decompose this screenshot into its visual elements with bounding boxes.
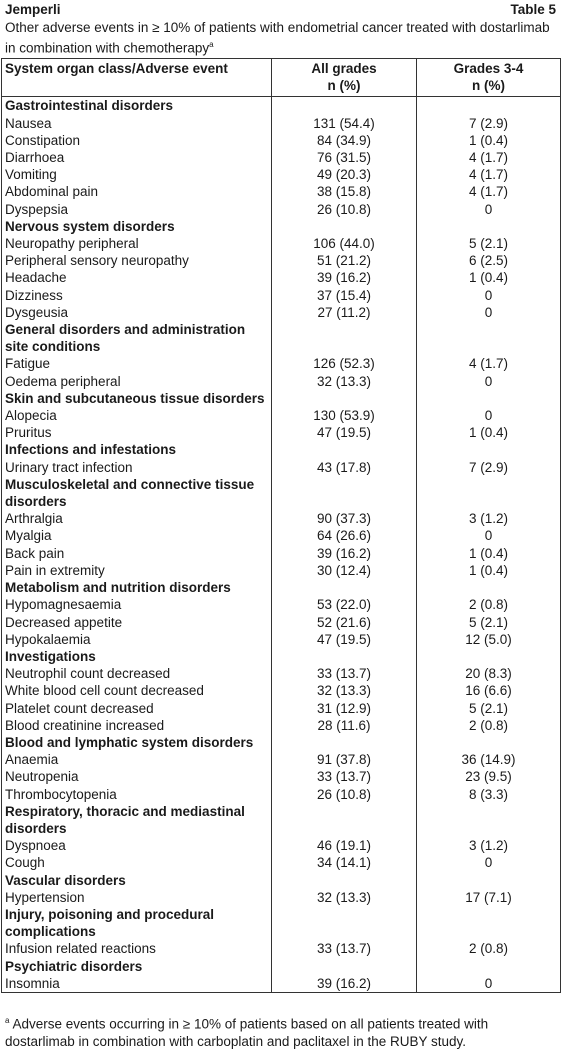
grades-3-4-cell <box>417 476 561 510</box>
grades-3-4-cell: 2 (0.8) <box>417 940 561 957</box>
table-row <box>2 786 561 803</box>
column-header-grades-3-4 <box>417 59 561 97</box>
column-header-grades-3-4-line1: Grades 3-4 <box>453 61 524 76</box>
table-row <box>2 751 561 768</box>
organ-class-label: Psychiatric disorders <box>2 958 272 975</box>
caption-text: Other adverse events in ≥ 10% of patients with endometrial cancer treated with dostarlimab in combination with chemotherapy <box>5 20 550 56</box>
organ-class-row <box>2 321 561 355</box>
organ-class-label: Skin and subcutaneous tissue disorders <box>2 390 272 407</box>
all-grades-cell: 91 (37.8) <box>272 751 417 768</box>
grades-3-4-cell <box>417 321 561 355</box>
adverse-event-label: Anaemia <box>2 751 272 768</box>
organ-class-row <box>2 803 561 837</box>
table-row <box>2 682 561 699</box>
all-grades-cell: 33 (13.7) <box>272 665 417 682</box>
adverse-event-label: Diarrhoea <box>2 149 272 166</box>
table-row <box>2 975 561 993</box>
footnote-mark: a <box>5 1016 10 1025</box>
organ-class-row <box>2 441 561 458</box>
grades-3-4-cell <box>417 648 561 665</box>
table-row <box>2 562 561 579</box>
grades-3-4-cell: 20 (8.3) <box>417 665 561 682</box>
adverse-events-table <box>1 58 561 993</box>
all-grades-cell: 28 (11.6) <box>272 717 417 734</box>
grades-3-4-cell <box>417 734 561 751</box>
adverse-event-label: Thrombocytopenia <box>2 786 272 803</box>
table-row <box>2 527 561 544</box>
all-grades-cell: 31 (12.9) <box>272 700 417 717</box>
adverse-event-label: Pain in extremity <box>2 562 272 579</box>
organ-class-row <box>2 906 561 940</box>
table-row <box>2 132 561 149</box>
adverse-event-label: Arthralgia <box>2 510 272 527</box>
all-grades-cell: 43 (17.8) <box>272 459 417 476</box>
table-row <box>2 700 561 717</box>
grades-3-4-cell: 1 (0.4) <box>417 132 561 149</box>
adverse-event-label: Oedema peripheral <box>2 373 272 390</box>
table-header-row <box>2 59 561 97</box>
adverse-event-label: Insomnia <box>2 975 272 993</box>
adverse-event-label: Dizziness <box>2 287 272 304</box>
adverse-event-label: Back pain <box>2 545 272 562</box>
all-grades-cell: 76 (31.5) <box>272 149 417 166</box>
table-row <box>2 115 561 132</box>
organ-class-label: Respiratory, thoracic and mediastinal disorders <box>2 803 272 837</box>
all-grades-cell: 84 (34.9) <box>272 132 417 149</box>
grades-3-4-cell: 0 <box>417 373 561 390</box>
all-grades-cell: 51 (21.2) <box>272 252 417 269</box>
grades-3-4-cell: 0 <box>417 287 561 304</box>
all-grades-cell <box>272 872 417 889</box>
adverse-event-label: Nausea <box>2 115 272 132</box>
grades-3-4-cell: 1 (0.4) <box>417 424 561 441</box>
adverse-event-label: Dyspepsia <box>2 201 272 218</box>
all-grades-cell: 27 (11.2) <box>272 304 417 321</box>
table-row <box>2 407 561 424</box>
table-row <box>2 459 561 476</box>
grades-3-4-cell: 4 (1.7) <box>417 355 561 372</box>
table-row <box>2 510 561 527</box>
organ-class-label: General disorders and administration site conditions <box>2 321 272 355</box>
organ-class-row <box>2 579 561 596</box>
table-row <box>2 665 561 682</box>
grades-3-4-cell: 4 (1.7) <box>417 166 561 183</box>
all-grades-cell: 34 (14.1) <box>272 854 417 871</box>
grades-3-4-cell: 1 (0.4) <box>417 562 561 579</box>
all-grades-cell: 52 (21.6) <box>272 614 417 631</box>
adverse-event-label: Hypokalaemia <box>2 631 272 648</box>
grades-3-4-cell: 0 <box>417 975 561 993</box>
all-grades-cell: 64 (26.6) <box>272 527 417 544</box>
all-grades-cell: 126 (52.3) <box>272 355 417 372</box>
table-row <box>2 837 561 854</box>
all-grades-cell: 106 (44.0) <box>272 235 417 252</box>
all-grades-cell <box>272 579 417 596</box>
all-grades-cell: 49 (20.3) <box>272 166 417 183</box>
organ-class-row <box>2 476 561 510</box>
table-row <box>2 596 561 613</box>
grades-3-4-cell <box>417 958 561 975</box>
organ-class-row <box>2 648 561 665</box>
all-grades-cell: 32 (13.3) <box>272 373 417 390</box>
grades-3-4-cell: 17 (7.1) <box>417 889 561 906</box>
adverse-event-label: Blood creatinine increased <box>2 717 272 734</box>
grades-3-4-cell: 36 (14.9) <box>417 751 561 768</box>
adverse-event-label: Peripheral sensory neuropathy <box>2 252 272 269</box>
all-grades-cell: 46 (19.1) <box>272 837 417 854</box>
table-caption <box>5 19 553 57</box>
table-row <box>2 304 561 321</box>
organ-class-label: Injury, poisoning and procedural complications <box>2 906 272 940</box>
adverse-event-label: Hypomagnesaemia <box>2 596 272 613</box>
all-grades-cell <box>272 441 417 458</box>
table-row <box>2 768 561 785</box>
column-header-all-grades <box>272 59 417 97</box>
table-row <box>2 166 561 183</box>
table-row <box>2 614 561 631</box>
all-grades-cell: 47 (19.5) <box>272 631 417 648</box>
column-header-all-grades-line2: n (%) <box>327 78 361 94</box>
all-grades-cell <box>272 390 417 407</box>
header-row <box>5 2 556 18</box>
table-row <box>2 235 561 252</box>
all-grades-cell: 90 (37.3) <box>272 510 417 527</box>
all-grades-cell: 32 (13.3) <box>272 682 417 699</box>
adverse-event-label: Headache <box>2 269 272 286</box>
organ-class-label: Vascular disorders <box>2 872 272 889</box>
table-row <box>2 889 561 906</box>
table-row <box>2 631 561 648</box>
adverse-event-label: Urinary tract infection <box>2 459 272 476</box>
grades-3-4-cell: 5 (2.1) <box>417 614 561 631</box>
organ-class-label: Metabolism and nutrition disorders <box>2 579 272 596</box>
adverse-event-label: Dysgeusia <box>2 304 272 321</box>
table-row <box>2 545 561 562</box>
footnote-text: Adverse events occurring in ≥ 10% of patients based on all patients treated with dostarlimab in combination with carboplatin and paclitaxel in the RUBY study. <box>5 1016 489 1049</box>
table-number: Table 5 <box>510 2 556 17</box>
drug-name: Jemperli <box>5 2 61 17</box>
grades-3-4-cell: 4 (1.7) <box>417 149 561 166</box>
all-grades-cell: 38 (15.8) <box>272 183 417 200</box>
grades-3-4-cell: 2 (0.8) <box>417 596 561 613</box>
all-grades-cell <box>272 734 417 751</box>
organ-class-label: Gastrointestinal disorders <box>2 97 272 115</box>
all-grades-cell <box>272 648 417 665</box>
adverse-event-label: Platelet count decreased <box>2 700 272 717</box>
all-grades-cell: 39 (16.2) <box>272 269 417 286</box>
table-row <box>2 201 561 218</box>
all-grades-cell <box>272 321 417 355</box>
all-grades-cell: 131 (54.4) <box>272 115 417 132</box>
grades-3-4-cell <box>417 872 561 889</box>
grades-3-4-cell: 16 (6.6) <box>417 682 561 699</box>
adverse-event-label: Alopecia <box>2 407 272 424</box>
adverse-event-label: Infusion related reactions <box>2 940 272 957</box>
table-row <box>2 269 561 286</box>
all-grades-cell: 39 (16.2) <box>272 545 417 562</box>
organ-class-label: Investigations <box>2 648 272 665</box>
all-grades-cell <box>272 958 417 975</box>
grades-3-4-cell: 0 <box>417 304 561 321</box>
organ-class-label: Blood and lymphatic system disorders <box>2 734 272 751</box>
grades-3-4-cell <box>417 441 561 458</box>
table-row <box>2 355 561 372</box>
grades-3-4-cell: 3 (1.2) <box>417 837 561 854</box>
grades-3-4-cell: 6 (2.5) <box>417 252 561 269</box>
grades-3-4-cell: 8 (3.3) <box>417 786 561 803</box>
table-row <box>2 424 561 441</box>
grades-3-4-cell: 1 (0.4) <box>417 545 561 562</box>
all-grades-cell: 26 (10.8) <box>272 201 417 218</box>
grades-3-4-cell: 12 (5.0) <box>417 631 561 648</box>
grades-3-4-cell: 23 (9.5) <box>417 768 561 785</box>
adverse-event-label: Decreased appetite <box>2 614 272 631</box>
adverse-event-label: Hypertension <box>2 889 272 906</box>
grades-3-4-cell: 4 (1.7) <box>417 183 561 200</box>
adverse-event-label: Pruritus <box>2 424 272 441</box>
grades-3-4-cell <box>417 803 561 837</box>
all-grades-cell: 130 (53.9) <box>272 407 417 424</box>
all-grades-cell: 47 (19.5) <box>272 424 417 441</box>
all-grades-cell: 30 (12.4) <box>272 562 417 579</box>
all-grades-cell: 33 (13.7) <box>272 768 417 785</box>
organ-class-row <box>2 958 561 975</box>
all-grades-cell <box>272 476 417 510</box>
grades-3-4-cell: 0 <box>417 407 561 424</box>
adverse-event-label: Neutrophil count decreased <box>2 665 272 682</box>
all-grades-cell: 39 (16.2) <box>272 975 417 993</box>
organ-class-row <box>2 218 561 235</box>
grades-3-4-cell: 1 (0.4) <box>417 269 561 286</box>
grades-3-4-cell: 5 (2.1) <box>417 700 561 717</box>
all-grades-cell: 53 (22.0) <box>272 596 417 613</box>
adverse-event-label: Myalgia <box>2 527 272 544</box>
table-row <box>2 287 561 304</box>
grades-3-4-cell <box>417 906 561 940</box>
adverse-event-label: Vomiting <box>2 166 272 183</box>
grades-3-4-cell <box>417 579 561 596</box>
adverse-event-label: Cough <box>2 854 272 871</box>
organ-class-row <box>2 872 561 889</box>
adverse-event-label: Abdominal pain <box>2 183 272 200</box>
adverse-event-label: White blood cell count decreased <box>2 682 272 699</box>
column-header-all-grades-line1: All grades <box>311 61 377 76</box>
all-grades-cell: 26 (10.8) <box>272 786 417 803</box>
grades-3-4-cell: 0 <box>417 854 561 871</box>
caption-footnote-mark: a <box>209 40 214 49</box>
grades-3-4-cell: 0 <box>417 527 561 544</box>
all-grades-cell <box>272 906 417 940</box>
grades-3-4-cell: 0 <box>417 201 561 218</box>
adverse-event-label: Neutropenia <box>2 768 272 785</box>
grades-3-4-cell <box>417 218 561 235</box>
table-footnote <box>5 1012 555 1050</box>
all-grades-cell: 37 (15.4) <box>272 287 417 304</box>
adverse-event-label: Fatigue <box>2 355 272 372</box>
table-body <box>2 97 561 993</box>
all-grades-cell <box>272 803 417 837</box>
organ-class-label: Nervous system disorders <box>2 218 272 235</box>
table-row <box>2 183 561 200</box>
all-grades-cell <box>272 218 417 235</box>
table-row <box>2 373 561 390</box>
table-row <box>2 149 561 166</box>
organ-class-label: Infections and infestations <box>2 441 272 458</box>
adverse-event-label: Neuropathy peripheral <box>2 235 272 252</box>
table-row <box>2 717 561 734</box>
all-grades-cell: 33 (13.7) <box>272 940 417 957</box>
adverse-event-label: Dyspnoea <box>2 837 272 854</box>
adverse-event-label: Constipation <box>2 132 272 149</box>
organ-class-row <box>2 97 561 115</box>
grades-3-4-cell: 2 (0.8) <box>417 717 561 734</box>
grades-3-4-cell: 5 (2.1) <box>417 235 561 252</box>
table-row <box>2 940 561 957</box>
table-row <box>2 252 561 269</box>
grades-3-4-cell: 7 (2.9) <box>417 459 561 476</box>
grades-3-4-cell: 3 (1.2) <box>417 510 561 527</box>
grades-3-4-cell <box>417 97 561 115</box>
table-row <box>2 854 561 871</box>
column-header-grades-3-4-line2: n (%) <box>472 78 505 94</box>
organ-class-row <box>2 390 561 407</box>
organ-class-label: Musculoskeletal and connective tissue disorders <box>2 476 272 510</box>
grades-3-4-cell: 7 (2.9) <box>417 115 561 132</box>
column-header-event: System organ class/Adverse event <box>2 59 272 97</box>
all-grades-cell: 32 (13.3) <box>272 889 417 906</box>
grades-3-4-cell <box>417 390 561 407</box>
all-grades-cell <box>272 97 417 115</box>
organ-class-row <box>2 734 561 751</box>
